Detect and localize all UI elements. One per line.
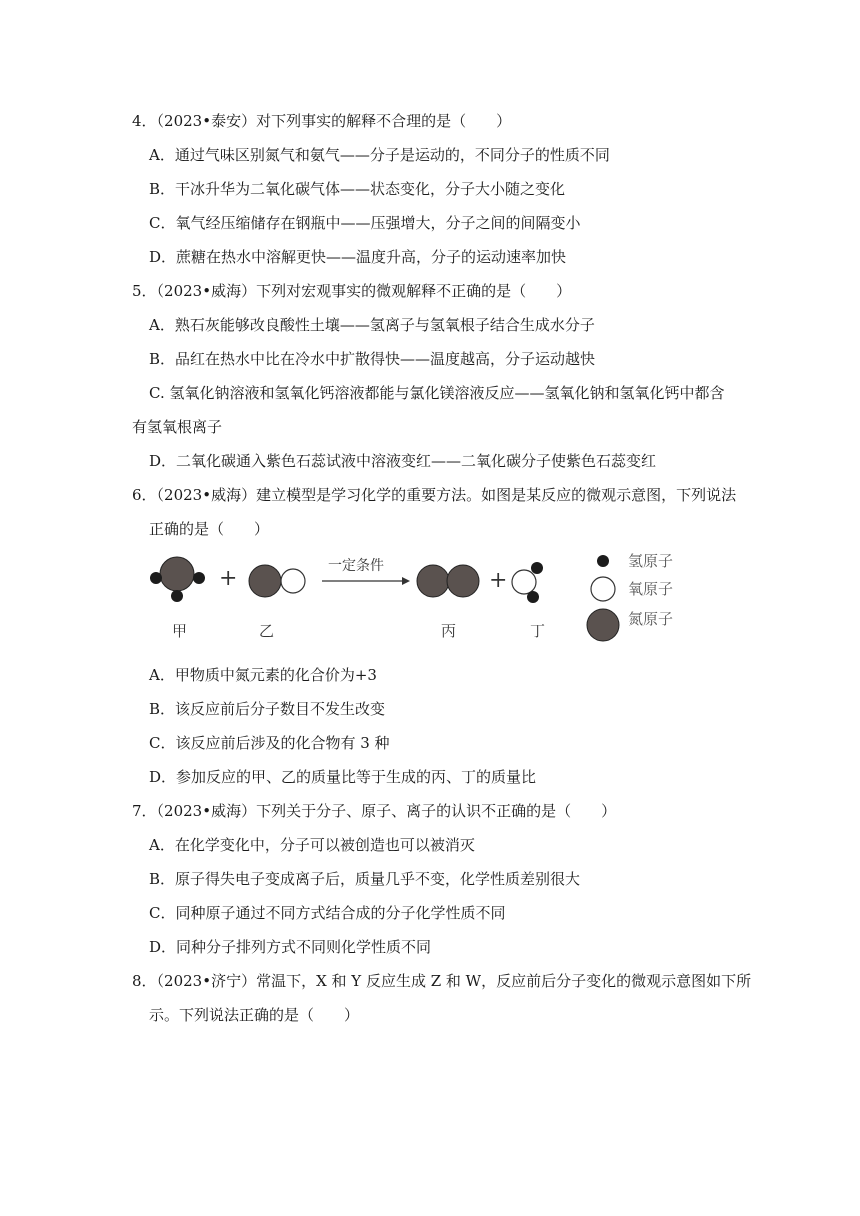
q5-option-b: B．品红在热水中比在冷水中扩散得快——温度越高，分子运动越快 xyxy=(149,350,596,368)
molecule-jia xyxy=(150,557,205,602)
label-ding: 丁 xyxy=(530,622,546,640)
question-8-stem-continued: 示。下列说法正确的是（ ） xyxy=(149,1006,360,1024)
q4-option-c: C．氧气经压缩储存在钢瓶中——压强增大，分子之间的间隔变小 xyxy=(149,214,581,232)
q6-option-d: D．参加反应的甲、乙的质量比等于生成的丙、丁的质量比 xyxy=(149,768,537,786)
plus-sign-right: + xyxy=(489,568,508,593)
hydrogen-atom xyxy=(150,572,162,584)
legend-nitrogen-label: 氮原子 xyxy=(628,610,674,628)
question-8-stem: 8．（2023•济宁）常温下，X 和 Y 反应生成 Z 和 W，反应前后分子变化的微观示意图如下所 xyxy=(132,972,752,990)
hydrogen-atom xyxy=(171,590,183,602)
molecule-ding xyxy=(512,562,543,603)
hydrogen-atom xyxy=(531,562,543,574)
nitrogen-atom xyxy=(160,557,194,591)
label-bing: 丙 xyxy=(441,622,457,640)
molecule-yi xyxy=(249,565,305,597)
legend-hydrogen-icon xyxy=(597,555,609,567)
q5-option-c-continued: 有氢氧根离子 xyxy=(132,418,223,436)
q7-option-b: B．原子得失电子变成离子后，质量几乎不变，化学性质差别很大 xyxy=(149,870,581,888)
q7-option-c: C．同种原子通过不同方式结合成的分子化学性质不同 xyxy=(149,904,506,922)
q4-option-d: D．蔗糖在热水中溶解更快——温度升高，分子的运动速率加快 xyxy=(149,248,567,266)
legend-nitrogen-icon xyxy=(587,609,619,641)
q5-option-c: C. 氢氧化钠溶液和氢氧化钙溶液都能与氯化镁溶液反应——氢氧化钠和氢氧化钙中都含 xyxy=(149,384,725,402)
question-7-stem: 7．（2023•威海）下列关于分子、原子、离子的认识不正确的是（ ） xyxy=(132,802,617,820)
q7-option-a: A．在化学变化中，分子可以被创造也可以被消灭 xyxy=(149,836,475,854)
legend-oxygen-label: 氧原子 xyxy=(628,580,674,598)
legend-oxygen-icon xyxy=(591,577,615,601)
plus-sign-left: + xyxy=(219,566,238,591)
oxygen-atom xyxy=(512,570,536,594)
hydrogen-atom xyxy=(193,572,205,584)
q5-option-a: A．熟石灰能够改良酸性土壤——氢离子与氢氧根子结合生成水分子 xyxy=(149,316,595,334)
q6-option-a: A．甲物质中氮元素的化合价为+3 xyxy=(149,666,377,684)
q4-option-a: A．通过气味区别氮气和氨气——分子是运动的，不同分子的性质不同 xyxy=(149,146,610,164)
q6-option-b: B．该反应前后分子数目不发生改变 xyxy=(149,700,386,718)
q6-option-c: C．该反应前后涉及的化合物有 3 种 xyxy=(149,734,390,752)
nitrogen-atom xyxy=(249,565,281,597)
q7-option-d: D．同种分子排列方式不同则化学性质不同 xyxy=(149,938,432,956)
question-5-stem: 5．（2023•威海）下列对宏观事实的微观解释不正确的是（ ） xyxy=(132,282,572,300)
q4-option-b: B．干冰升华为二氧化碳气体——状态变化，分子大小随之变化 xyxy=(149,180,566,198)
reaction-condition: 一定条件 xyxy=(328,558,384,574)
label-yi: 乙 xyxy=(259,622,275,640)
hydrogen-atom xyxy=(527,591,539,603)
oxygen-atom xyxy=(281,569,305,593)
question-6-stem: 6．（2023•威海）建立模型是学习化学的重要方法。如图是某反应的微观示意图，下列说法 xyxy=(132,486,737,504)
nitrogen-atom xyxy=(417,565,449,597)
reaction-arrow xyxy=(322,577,410,585)
question-6-stem-continued: 正确的是（ ） xyxy=(149,520,270,538)
q5-option-d: D．二氧化碳通入紫色石蕊试液中溶液变红——二氧化碳分子使紫色石蕊变红 xyxy=(149,452,657,470)
molecule-bing xyxy=(417,565,479,597)
nitrogen-atom xyxy=(447,565,479,597)
atom-legend xyxy=(587,555,619,641)
legend-hydrogen-label: 氢原子 xyxy=(628,552,674,570)
label-jia: 甲 xyxy=(172,622,188,640)
question-4-stem: 4．（2023•泰安）对下列事实的解释不合理的是（ ） xyxy=(132,112,512,130)
